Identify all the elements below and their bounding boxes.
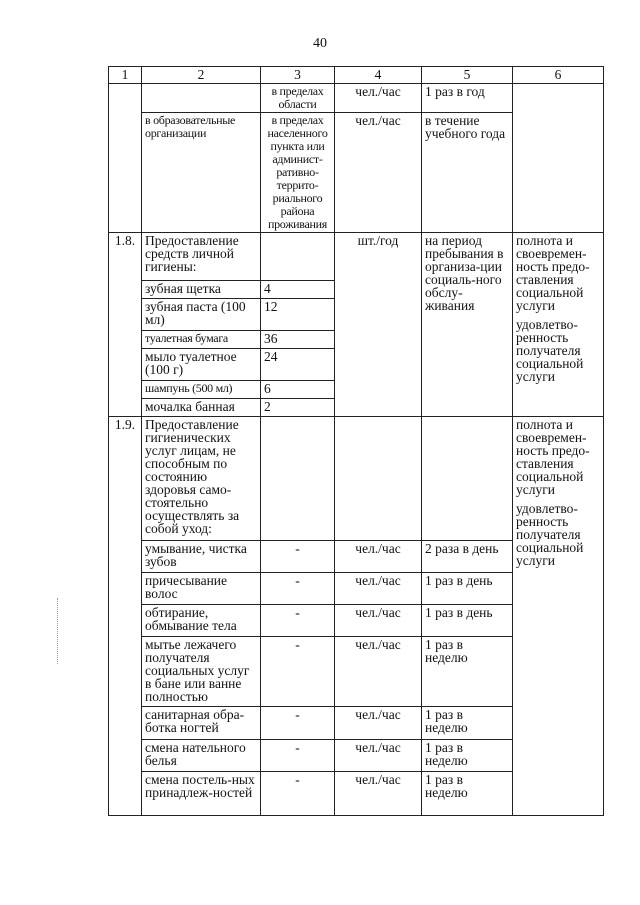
header-col-4: 4: [335, 67, 422, 84]
item-name: зубная паста (100 мл): [142, 299, 261, 331]
item-unit: чел./час: [335, 541, 422, 573]
cell-education-frequency: в течение учебного года: [422, 113, 513, 233]
item-name: санитарная обра-ботка ногтей: [142, 707, 261, 740]
item-name: мытье лежачего получателя социальных услуг в бане или ванне полностью: [142, 637, 261, 707]
criteria-satisfaction: удовлетво-ренность получателя социальной услуги: [516, 501, 584, 568]
cell-1-8-period: на период пребывания в организа-ции социаль-ного обслу-живания: [422, 233, 513, 417]
header-col-2: 2: [142, 67, 261, 84]
criteria-completeness: полнота и своевремен-ность предо-ставления социальной услуги: [516, 233, 590, 313]
cell-empty-criteria: [513, 84, 604, 233]
item-dash: -: [261, 740, 335, 772]
item-unit: чел./час: [335, 605, 422, 637]
cell-region-frequency: 1 раз в год: [422, 84, 513, 113]
item-qty: 24: [261, 349, 335, 381]
item-name: смена постель-ных принадлеж-ностей: [142, 772, 261, 816]
cell-1-9-empty-3: [261, 417, 335, 541]
cell-region-scope: в пределах области: [261, 84, 335, 113]
item-frequency: 1 раз в день: [422, 573, 513, 605]
item-dash: -: [261, 605, 335, 637]
item-unit: чел./час: [335, 707, 422, 740]
item-name: мыло туалетное (100 г): [142, 349, 261, 381]
item-name: смена нательного белья: [142, 740, 261, 772]
cell-education-scope: в пределах населенного пункта или админист-ративно-террито-риального района проживания: [261, 113, 335, 233]
item-dash: -: [261, 772, 335, 816]
cell-1-9-title: Предоставление гигиенических услуг лицам, не способным по состоянию здоровья само-стоятельно осуществлять за собой уход:: [142, 417, 261, 541]
header-col-3: 3: [261, 67, 335, 84]
item-frequency: 1 раз в неделю: [422, 740, 513, 772]
item-unit: чел./час: [335, 740, 422, 772]
table-row-region: [109, 84, 604, 113]
cell-1-9-empty-5: [422, 417, 513, 541]
table-row-1-8: [109, 233, 604, 281]
cell-education-unit: чел./час: [335, 113, 422, 233]
item-name: причесывание волос: [142, 573, 261, 605]
item-qty: 4: [261, 281, 335, 299]
item-frequency: 1 раз в день: [422, 605, 513, 637]
cell-1-9-criteria: [513, 417, 604, 816]
item-dash: -: [261, 573, 335, 605]
item-unit: чел./час: [335, 772, 422, 816]
item-name: умывание, чистка зубов: [142, 541, 261, 573]
item-name: обтирание, обмывание тела: [142, 605, 261, 637]
item-unit: чел./час: [335, 637, 422, 707]
item-frequency: 1 раз в неделю: [422, 707, 513, 740]
item-frequency: 1 раз в неделю: [422, 637, 513, 707]
header-col-6: 6: [513, 67, 604, 84]
margin-mark: [57, 598, 59, 664]
cell-1-8-number: 1.8.: [109, 233, 142, 417]
criteria-satisfaction: удовлетво-ренность получателя социальной услуги: [516, 317, 584, 384]
cell-1-8-criteria: [513, 233, 604, 417]
cell-1-8-qty-empty: [261, 233, 335, 281]
services-table: [108, 66, 604, 816]
table-row-1-9: [109, 417, 604, 541]
cell-empty-name: [142, 84, 261, 113]
cell-1-9-number: 1.9.: [109, 417, 142, 816]
header-col-5: 5: [422, 67, 513, 84]
header-col-1: 1: [109, 67, 142, 84]
cell-empty-num: [109, 84, 142, 233]
cell-1-9-empty-4: [335, 417, 422, 541]
item-frequency: 1 раз в неделю: [422, 772, 513, 816]
criteria-completeness: полнота и своевремен-ность предо-ставления социальной услуги: [516, 417, 590, 497]
cell-region-unit: чел./час: [335, 84, 422, 113]
item-qty: 36: [261, 331, 335, 349]
item-name: мочалка банная: [142, 399, 261, 417]
item-name: туалетная бумага: [142, 331, 261, 349]
item-frequency: 2 раза в день: [422, 541, 513, 573]
item-qty: 2: [261, 399, 335, 417]
page-number: 40: [313, 36, 327, 51]
item-name: зубная щетка: [142, 281, 261, 299]
item-qty: 12: [261, 299, 335, 331]
item-dash: -: [261, 707, 335, 740]
cell-education-name: в образовательные организации: [142, 113, 261, 233]
item-dash: -: [261, 541, 335, 573]
header-row: [109, 67, 604, 84]
item-qty: 6: [261, 381, 335, 399]
cell-1-8-title: Предоставление средств личной гигиены:: [142, 233, 261, 281]
item-dash: -: [261, 637, 335, 707]
cell-1-8-unit: шт./год: [335, 233, 422, 417]
item-name: шампунь (500 мл): [142, 381, 261, 399]
item-unit: чел./час: [335, 573, 422, 605]
